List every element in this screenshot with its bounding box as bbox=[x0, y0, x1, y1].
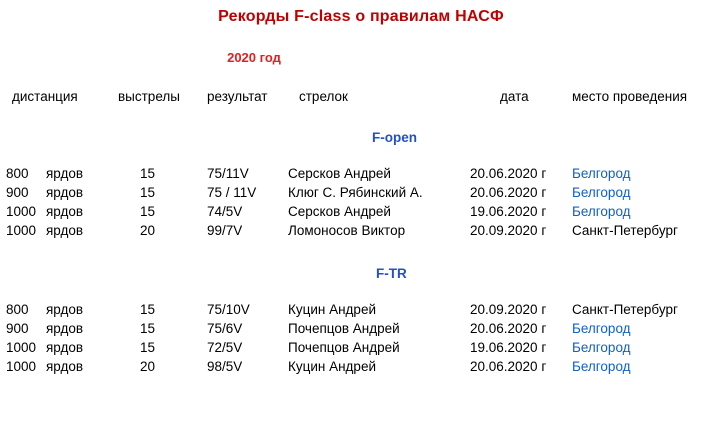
column-header-place: место проведения bbox=[572, 89, 688, 104]
cell-shooter: Клюг С. Рябинский А. bbox=[288, 185, 423, 200]
cell-date: 19.06.2020 г bbox=[470, 340, 547, 355]
cell-date: 20.06.2020 г bbox=[470, 185, 547, 200]
cell-place: Санкт-Петербург bbox=[572, 223, 678, 238]
cell-distance-num: 800 bbox=[6, 302, 29, 317]
column-header-date: дата bbox=[500, 89, 529, 104]
cell-shooter: Почепцов Андрей bbox=[288, 340, 400, 355]
cell-distance-unit: ярдов bbox=[46, 185, 84, 200]
cell-result: 98/5V bbox=[207, 359, 243, 374]
cell-distance-unit: ярдов bbox=[46, 340, 84, 355]
table-row bbox=[0, 321, 722, 340]
cell-place: Белгород bbox=[572, 204, 631, 219]
cell-shooter: Куцин Андрей bbox=[288, 302, 376, 317]
cell-shots: 20 bbox=[140, 359, 156, 374]
cell-place: Белгород bbox=[572, 340, 631, 355]
cell-shots: 15 bbox=[140, 321, 156, 336]
cell-result: 74/5V bbox=[207, 204, 243, 219]
section-rows-f-tr bbox=[0, 302, 722, 378]
cell-date: 20.06.2020 г bbox=[470, 166, 547, 181]
cell-distance-unit: ярдов bbox=[46, 223, 84, 238]
cell-shooter: Почепцов Андрей bbox=[288, 321, 400, 336]
cell-date: 20.06.2020 г bbox=[470, 321, 547, 336]
cell-shooter: Серсков Андрей bbox=[288, 166, 391, 181]
cell-shots: 15 bbox=[140, 302, 156, 317]
cell-place: Санкт-Петербург bbox=[572, 302, 678, 317]
cell-distance-num: 1000 bbox=[6, 204, 37, 219]
table-row bbox=[0, 359, 722, 378]
cell-distance-unit: ярдов bbox=[46, 302, 84, 317]
cell-distance-unit: ярдов bbox=[46, 204, 84, 219]
cell-result: 99/7V bbox=[207, 223, 243, 238]
cell-distance-num: 800 bbox=[6, 166, 29, 181]
column-header-shots: выстрелы bbox=[118, 89, 180, 104]
cell-date: 20.09.2020 г bbox=[470, 302, 547, 317]
cell-result: 75/11V bbox=[207, 166, 249, 181]
column-header-shooter: стрелок bbox=[299, 89, 348, 104]
cell-shots: 15 bbox=[140, 340, 156, 355]
cell-result: 72/5V bbox=[207, 340, 243, 355]
table-header-row bbox=[0, 89, 722, 109]
cell-place: Белгород bbox=[572, 185, 631, 200]
cell-distance-num: 1000 bbox=[6, 340, 37, 355]
cell-distance-num: 1000 bbox=[6, 223, 37, 238]
column-header-distance: дистанция bbox=[12, 89, 78, 104]
page-title: Рекорды F-class о правилам НАСФ bbox=[218, 8, 504, 25]
table-row bbox=[0, 166, 722, 185]
section-label-f-tr: F-TR bbox=[376, 266, 407, 281]
cell-distance-num: 900 bbox=[6, 185, 29, 200]
cell-place: Белгород bbox=[572, 166, 631, 181]
cell-shooter: Куцин Андрей bbox=[288, 359, 376, 374]
cell-distance-unit: ярдов bbox=[46, 321, 84, 336]
cell-shooter: Ломоносов Виктор bbox=[288, 223, 406, 238]
table-row bbox=[0, 302, 722, 321]
cell-distance-num: 900 bbox=[6, 321, 29, 336]
cell-result: 75/6V bbox=[207, 321, 243, 336]
cell-shots: 15 bbox=[140, 185, 156, 200]
cell-shooter: Серсков Андрей bbox=[288, 204, 391, 219]
cell-result: 75/10V bbox=[207, 302, 250, 317]
table-row bbox=[0, 223, 722, 242]
table-row bbox=[0, 204, 722, 223]
cell-place: Белгород bbox=[572, 359, 631, 374]
cell-place: Белгород bbox=[572, 321, 631, 336]
cell-shots: 15 bbox=[140, 204, 156, 219]
cell-date: 20.06.2020 г bbox=[470, 359, 547, 374]
page-subtitle: 2020 год bbox=[227, 50, 281, 65]
table-row bbox=[0, 185, 722, 204]
column-header-result: результат bbox=[207, 89, 268, 104]
cell-distance-unit: ярдов bbox=[46, 166, 84, 181]
cell-shots: 20 bbox=[140, 223, 156, 238]
cell-distance-num: 1000 bbox=[6, 359, 37, 374]
cell-shots: 15 bbox=[140, 166, 156, 181]
section-rows-f-open bbox=[0, 166, 722, 242]
cell-date: 19.06.2020 г bbox=[470, 204, 547, 219]
section-label-f-open: F-open bbox=[372, 130, 417, 145]
cell-distance-unit: ярдов bbox=[46, 359, 84, 374]
table-row bbox=[0, 340, 722, 359]
cell-result: 75 / 11V bbox=[207, 185, 257, 200]
cell-date: 20.09.2020 г bbox=[470, 223, 547, 238]
